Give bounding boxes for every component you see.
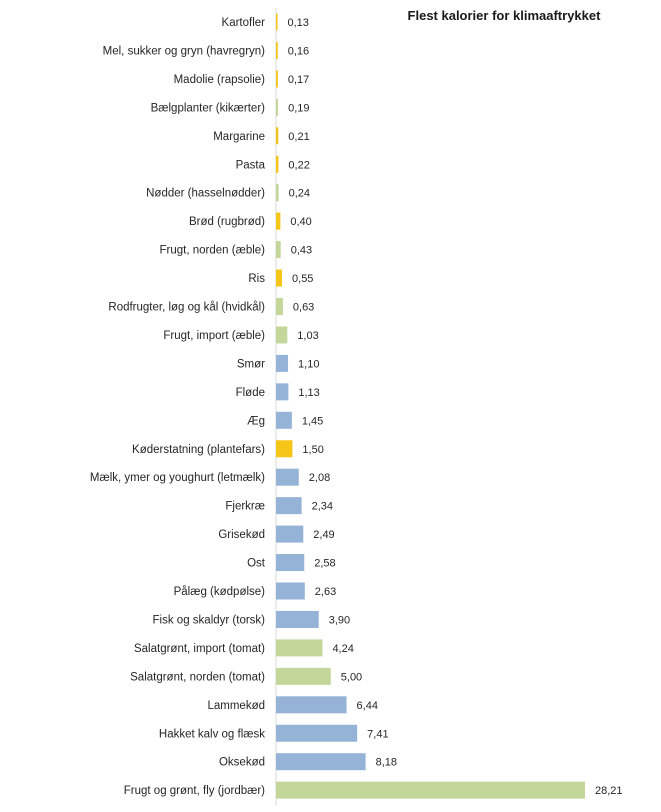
category-label: Køderstatning (plantefars) [132, 443, 265, 456]
bar [276, 383, 288, 400]
value-label: 0,19 [288, 102, 310, 115]
value-label: 4,24 [332, 642, 354, 655]
category-label: Grisekød [218, 529, 265, 542]
value-label: 7,41 [367, 728, 389, 741]
value-label: 0,24 [288, 187, 311, 200]
value-label: 2,58 [314, 557, 336, 570]
bar [276, 668, 331, 685]
bar-row [247, 554, 336, 571]
category-label: Nødder (hasselnødder) [146, 187, 265, 200]
value-label: 0,13 [287, 17, 309, 29]
bar [276, 526, 303, 543]
category-label: Fisk og skaldyr (torsk) [152, 614, 265, 627]
bar [276, 497, 302, 514]
bar [276, 782, 585, 799]
bar-row [236, 156, 310, 173]
bar-row [207, 696, 377, 713]
value-label: 0,55 [292, 273, 314, 286]
category-label: Frugt, norden (æble) [159, 244, 265, 257]
value-label: 0,16 [287, 45, 310, 58]
category-label: Margarine [213, 130, 265, 143]
category-label: Fløde [235, 386, 265, 399]
bar-row [174, 70, 310, 87]
value-label: 0,22 [288, 159, 310, 172]
bar [276, 412, 292, 429]
value-label: 1,50 [302, 443, 324, 456]
category-label: Mælk, ymer og youghurt (letmælk) [89, 472, 265, 485]
category-label: Mel, sukker og gryn (havregryn) [102, 45, 265, 58]
category-label: Frugt, import (æble) [163, 329, 265, 342]
bar-row [132, 440, 324, 457]
bar [276, 127, 278, 144]
value-label: 2,49 [313, 529, 335, 542]
category-label: Frugt og grønt, fly (jordbær) [123, 785, 265, 798]
value-label: 0,43 [290, 244, 313, 257]
category-label: Fjerkræ [225, 500, 265, 513]
chart-title: Flest kalorier for klimaaftrykket [407, 8, 601, 23]
bar-row [130, 668, 362, 685]
bar [276, 184, 279, 201]
category-label: Salatgrønt, import (tomat) [133, 642, 265, 655]
value-label: 6,44 [356, 699, 378, 712]
bar-row [219, 753, 397, 770]
value-label: 3,90 [328, 614, 351, 627]
category-label: Smør [236, 358, 265, 371]
value-label: 5,00 [340, 671, 363, 684]
bar [276, 725, 357, 742]
bar-row [163, 326, 318, 343]
bars-group [90, 14, 623, 799]
bar-row [248, 270, 313, 287]
value-label: 1,45 [301, 415, 324, 428]
value-label: 0,21 [288, 130, 310, 143]
bar [276, 554, 304, 571]
bar [276, 241, 281, 258]
category-label: Rodfrugter, løg og kål (hvidkål) [108, 301, 265, 314]
bar [276, 70, 278, 87]
value-label: 0,63 [292, 301, 315, 314]
category-label: Bælgplanter (kikærter) [150, 102, 265, 115]
bar-row [189, 213, 312, 230]
category-label: Oksekød [218, 756, 265, 769]
value-label: 28,21 [595, 785, 623, 798]
bar [276, 611, 319, 628]
bar-row [134, 639, 354, 656]
bar [276, 326, 287, 343]
category-label: Lammekød [207, 699, 265, 712]
bar-row [222, 14, 309, 31]
bar [276, 42, 278, 59]
category-label: Ost [247, 557, 265, 570]
value-label: 2,08 [308, 472, 331, 485]
category-label: Salatgrønt, norden (tomat) [130, 671, 265, 684]
value-label: 2,63 [314, 586, 337, 598]
bar-row [225, 497, 333, 514]
value-label: 2,34 [311, 500, 334, 513]
bar [276, 583, 305, 600]
value-label: 1,10 [298, 358, 320, 371]
bar [276, 99, 278, 116]
value-label: 8,18 [375, 756, 398, 769]
bar-row [247, 412, 323, 429]
bar [276, 469, 299, 486]
bar-row [236, 383, 320, 400]
bar [276, 355, 288, 372]
category-label: Pålæg (kødpølse) [173, 586, 265, 598]
bar [276, 440, 292, 457]
bar [276, 270, 282, 287]
bar [276, 639, 322, 656]
bar-row [213, 127, 310, 144]
category-label: Ris [248, 273, 265, 286]
value-label: 1,03 [297, 329, 319, 342]
bar-row [153, 611, 351, 628]
bar-row [237, 355, 320, 372]
bar [276, 696, 347, 713]
bar-row [124, 782, 623, 799]
category-label: Æg [247, 415, 265, 428]
value-label: 0,17 [287, 73, 310, 86]
bar-row [174, 583, 337, 600]
bar-row [218, 526, 334, 543]
bar [276, 753, 366, 770]
bar [276, 14, 278, 31]
bar [276, 213, 280, 230]
bar [276, 156, 278, 173]
bar [276, 298, 283, 315]
value-label: 0,40 [290, 216, 312, 229]
category-label: Madolie (rapsolie) [173, 73, 265, 86]
bar-row [160, 241, 313, 258]
value-label: 1,13 [298, 386, 320, 399]
bar-row [159, 725, 389, 742]
category-label: Pasta [235, 159, 265, 172]
bar-row [151, 99, 310, 116]
bar-row [90, 469, 330, 486]
category-label: Hakket kalv og flæsk [158, 728, 265, 741]
bar-row [108, 298, 314, 315]
category-label: Kartofler [221, 17, 265, 29]
bar-row [103, 42, 310, 59]
bar-row [146, 184, 310, 201]
category-label: Brød (rugbrød) [188, 216, 265, 229]
